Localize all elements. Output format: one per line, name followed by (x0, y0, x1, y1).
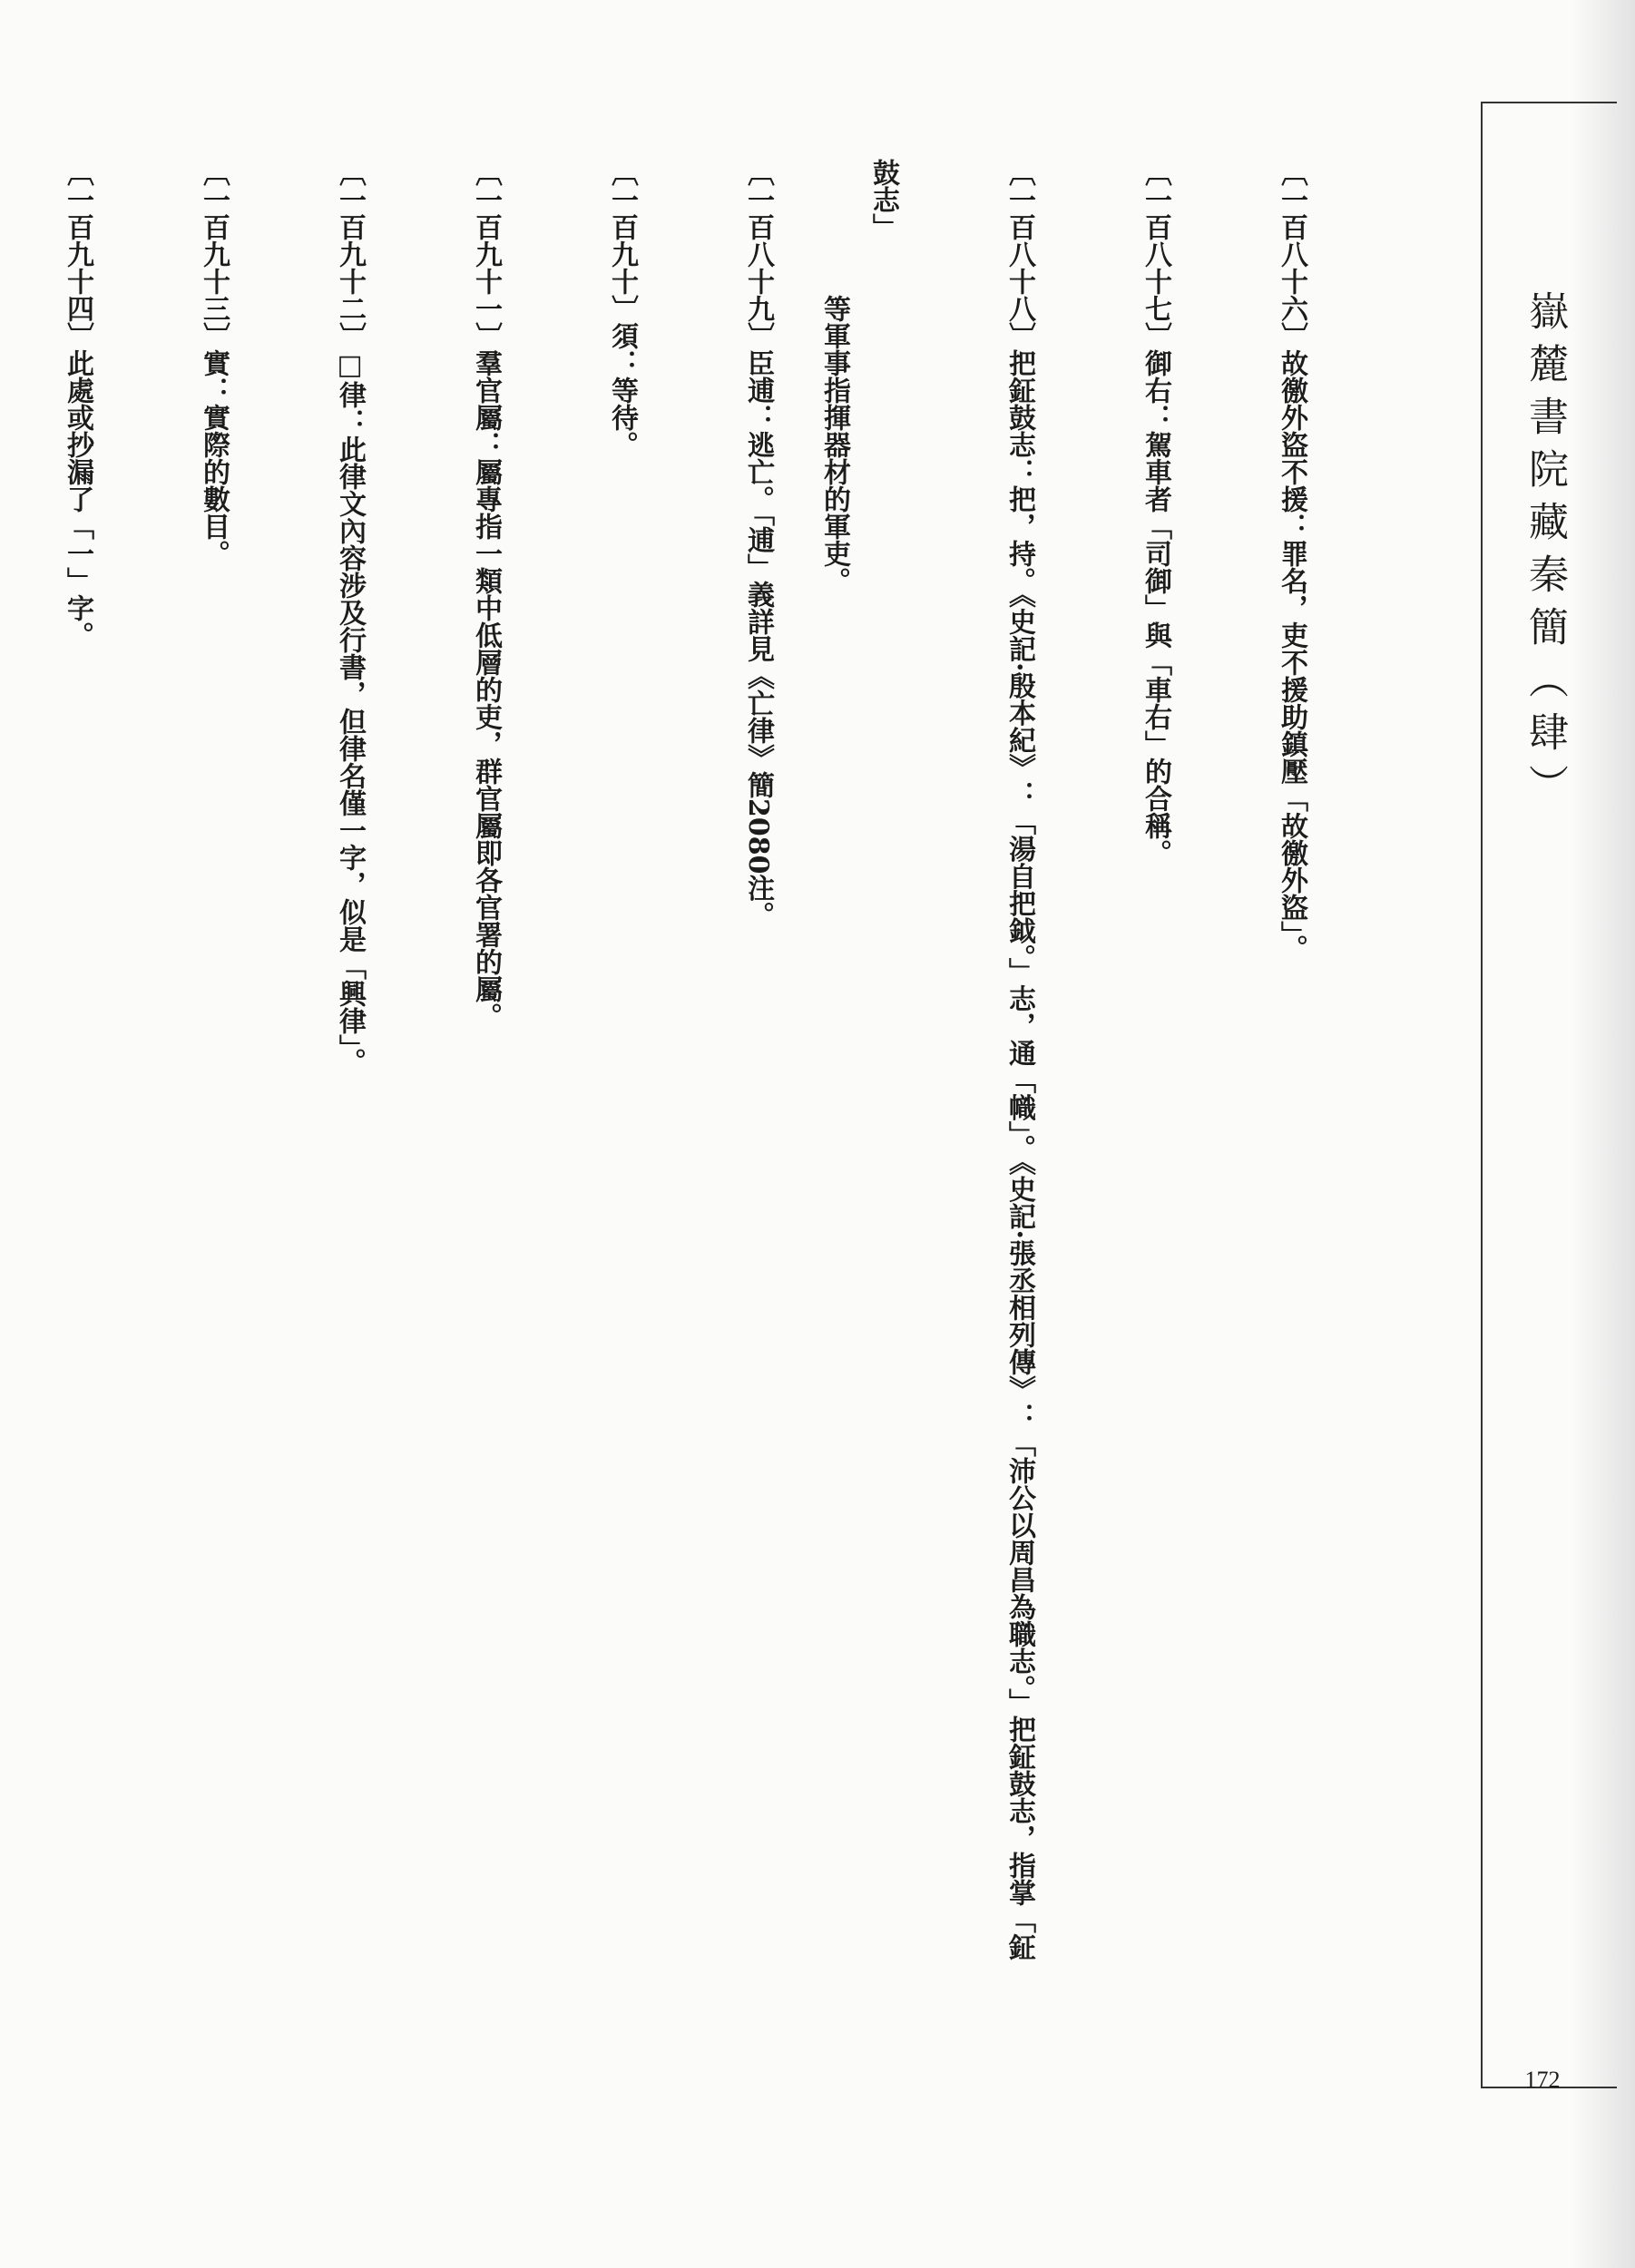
note-text: 此處或抄漏了「一」字。 (62, 349, 93, 649)
note-text: 須：等待。 (606, 322, 638, 458)
note-text: 故徼外盜不援：罪名，吏不援助鎮壓「故徼外盜」。 (1276, 349, 1307, 962)
note-text: □律：此律文內容涉及行書，但律名僅一字，似是「興律」。 (334, 349, 366, 1075)
note-191 (374, 159, 510, 1973)
note-188-continuation (809, 159, 858, 1973)
book-title: 嶽麓書院藏秦簡（肆） (1522, 290, 1568, 816)
note-number: 〔一百九十一〕 (470, 159, 502, 349)
annotation-list (0, 159, 1316, 1973)
note-text: 御右：駕車者「司御」與「車右」的合稱。 (1140, 349, 1171, 866)
note-number: 〔一百九十〕 (606, 159, 638, 322)
note-number: 〔一百八十八〕 (1004, 159, 1035, 349)
note-text: 把鉦鼓志：把，持。《史記·殷本紀》：「湯自把鉞。」志，通「幟」。《史記·張丞相列傳》：「沛公以周昌為職志。」把鉦鼓志，指掌「鉦鼓志」 (867, 159, 1035, 1960)
note-187 (1043, 159, 1180, 1973)
note-192 (238, 159, 374, 1973)
note-194 (0, 159, 102, 1973)
note-number: 〔一百八十六〕 (1276, 159, 1307, 349)
note-number: 〔一百八十九〕 (742, 159, 774, 349)
note-text: 羣官屬：屬專指一類中低層的吏，群官屬即各官署的屬。 (470, 349, 502, 1030)
note-text: 實：實際的數目。 (198, 349, 230, 567)
note-186 (1180, 159, 1316, 1973)
page-number: 172 (1524, 2067, 1561, 2093)
note-number: 〔一百八十七〕 (1140, 159, 1171, 349)
note-number: 〔一百九十二〕 (334, 159, 366, 349)
note-number: 〔一百九十三〕 (198, 159, 230, 349)
note-text: 臣逋：逃亡。「逋」義詳見《亡律》簡2080注。 (742, 349, 774, 929)
note-188 (858, 159, 1043, 1973)
group-divider (782, 159, 809, 1973)
note-189 (646, 159, 782, 1973)
note-193 (102, 159, 238, 1973)
note-text: 等軍事指揮器材的軍吏。 (818, 295, 850, 594)
note-number: 〔一百九十四〕 (62, 159, 93, 349)
note-190 (510, 159, 646, 1973)
